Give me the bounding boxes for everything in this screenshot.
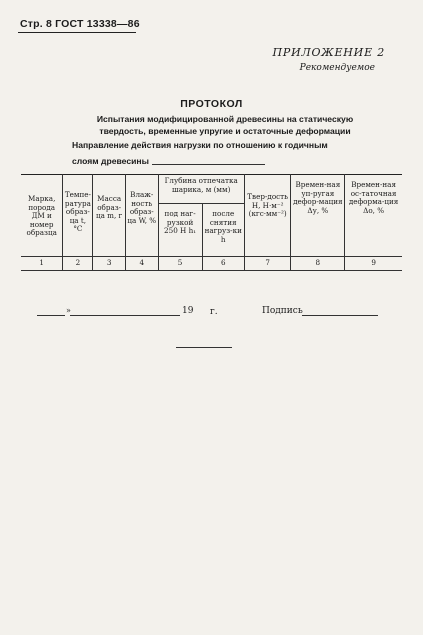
date-year: 19 <box>182 306 194 316</box>
subtitle-line-1: Испытания модифицированной древесины на статическую <box>96 114 354 124</box>
column-number: 8 <box>291 257 345 271</box>
column-number: 6 <box>202 257 244 271</box>
bottom-rule <box>176 347 232 348</box>
appendix-note: Рекомендуемое <box>299 63 375 73</box>
column-number: 4 <box>125 257 158 271</box>
header-mass: Масса образ-ца m, г <box>93 175 126 257</box>
header-sample-mark: Марка, порода ДМ и номер образца <box>21 175 63 257</box>
date-quote: » <box>66 306 71 315</box>
protocol-table <box>21 174 402 271</box>
column-number: 3 <box>93 257 126 271</box>
column-number: 7 <box>244 257 291 271</box>
column-number: 9 <box>345 257 402 271</box>
header-rule <box>18 32 136 33</box>
header-after-unload: после снятия нагруз-ки h <box>202 204 244 257</box>
column-number: 5 <box>158 257 202 271</box>
header-under-load: под наг-рузкой 250 Н h₁ <box>158 204 202 257</box>
date-day-line <box>37 315 65 316</box>
date-year-suffix: г. <box>210 307 218 317</box>
header-indent-depth: Глубина отпечатка шарика, м (мм) <box>158 175 244 204</box>
subtitle-line-2: твердость, временные упругие и остаточные деформации <box>99 126 351 136</box>
page-header: Стр. 8 ГОСТ 13338—86 <box>20 18 140 30</box>
header-moisture: Влаж-ность образ-ца W, % <box>125 175 158 257</box>
column-number: 2 <box>63 257 93 271</box>
signature-line <box>302 315 378 316</box>
date-month-line <box>70 315 180 316</box>
protocol-title: ПРОТОКОЛ <box>180 98 243 110</box>
header-temperature: Темпе-ратура образ-ца t, °С <box>63 175 93 257</box>
header-hardness: Твер-дость H, Н·м⁻² (кгс·мм⁻²) <box>244 175 291 257</box>
header-elastic-deformation: Времен-ная уп-ругая дефор-мация Δу, % <box>291 175 345 257</box>
direction-line-2: слоям древесины <box>72 156 149 166</box>
direction-line-1: Направление действия нагрузки по отношению к годичным <box>72 140 328 150</box>
table-number-row <box>21 257 402 271</box>
table-header-row <box>21 175 402 204</box>
protocol-subtitle <box>60 113 390 137</box>
column-number: 1 <box>21 257 63 271</box>
direction-fill-line <box>152 164 265 165</box>
appendix-title: ПРИЛОЖЕНИЕ 2 <box>272 46 385 59</box>
signature-label: Подпись <box>262 306 303 316</box>
header-residual-deformation: Времен-ная ос-таточная деформа-ция Δо, % <box>345 175 402 257</box>
